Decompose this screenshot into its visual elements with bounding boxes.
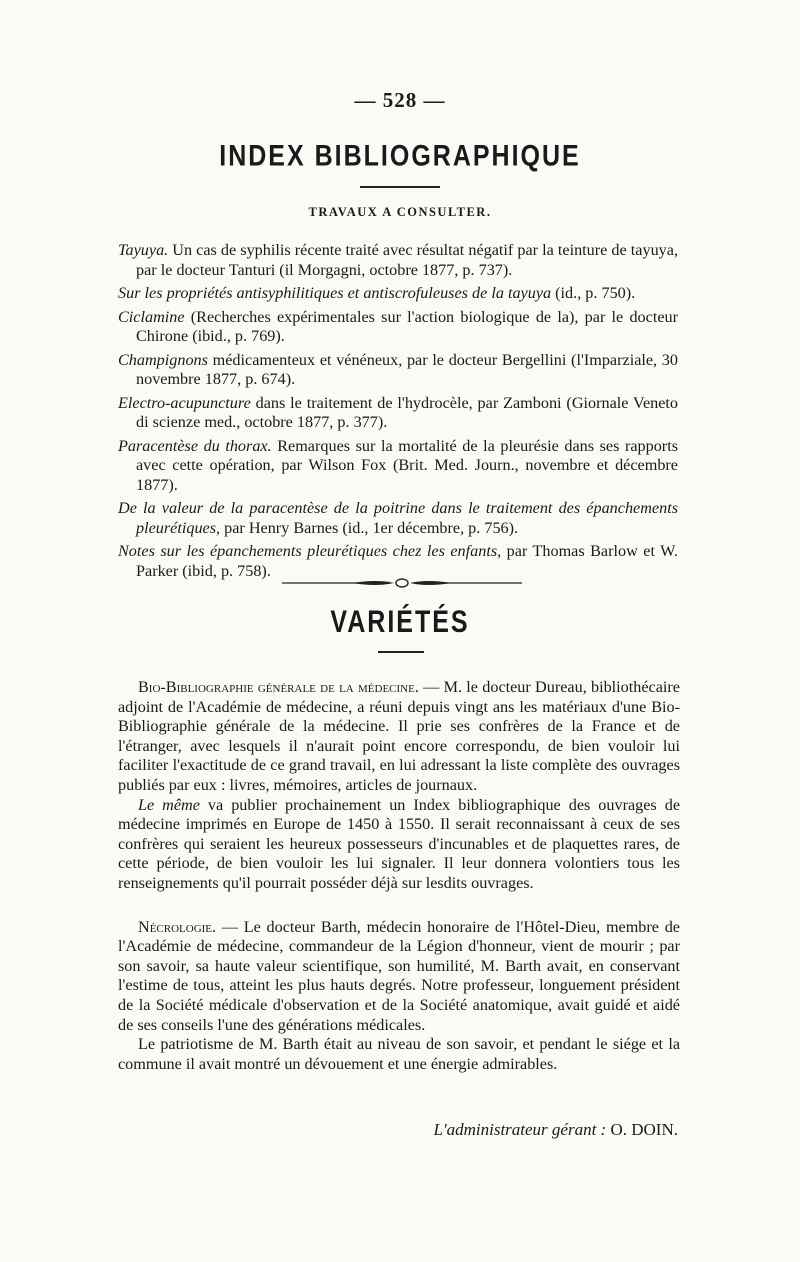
signature-role: L'administrateur gérant :	[433, 1120, 607, 1139]
paragraph: Le patriotisme de M. Barth était au niveau de son savoir, et pendant le siége et la commune il avait montré un dévouement et une énergie admirables.	[118, 1035, 680, 1073]
bib-title: Sur les propriétés antisyphilitiques et antiscrofuleuses de la tayuya	[118, 284, 552, 302]
varietes-heading: VARIÉTÉS	[330, 604, 470, 640]
bib-text: médicamenteux et vénéneux, par le docteur Bergellini (l'Imparziale, 30 novembre 1877, p. 674).	[136, 350, 678, 388]
bib-title: Ciclamine	[118, 307, 185, 326]
heading-rule	[360, 186, 440, 188]
varietes-body	[118, 678, 680, 1074]
bib-title: Electro-acupuncture	[118, 393, 251, 412]
bib-entry	[118, 499, 678, 538]
bib-entry	[118, 394, 678, 433]
travaux-heading: TRAVAUX A CONSULTER.	[308, 205, 492, 219]
paragraph-text: va publier prochainement un Index bibliographique des ouvrages de médecine imprimés en Europe de 1450 à 1550. Il serait reconnaissant à ceux de ses confrères qui seraient les heureux possesseurs d'incunables et de plaquettes rares, de cette période, de bien vouloir les lui signaler. Il leur donnera volontiers tous les renseignements qu'il pourrait posséder déjà sur lesdits ouvrages.	[118, 795, 681, 892]
bib-entry	[118, 437, 678, 496]
paragraph-lead: Le même	[138, 795, 200, 814]
bib-entry	[118, 351, 678, 390]
bib-entry	[118, 241, 678, 280]
bib-text: (id., p. 750).	[551, 284, 636, 302]
signature	[118, 1120, 678, 1140]
bib-text: Un cas de syphilis récente traité avec résultat négatif par la teinture de tayuya, par le docteur Tanturi (il Morgagni, octobre 1877, p. 737).	[136, 241, 678, 279]
bib-title: Champignons	[118, 350, 208, 369]
paragraph-lead: Bio-Bibliographie générale de la médecine.	[138, 678, 419, 696]
ornament-rule	[282, 575, 522, 591]
paragraph-text: — M. le docteur Dureau, bibliothécaire adjoint de l'Académie de médecine, a réuni depuis vingt ans les matériaux d'une Bio-Bibliographie générale de la médecine. Il prie ses confrères de la France et de l'étranger, avec lesquels il n'aurait point encore correspondu, de bien vouloir lui faciliter l'exactitude de ce grand travail, en lui adressant la liste complète des ouvrages publiés par eux : livres, mémoires, articles de journaux.	[118, 678, 680, 794]
paragraph-text: — Le docteur Barth, médecin honoraire de l'Hôtel-Dieu, membre de l'Académie de médecine, commandeur de la Légion d'honneur, vient de mourir ; par son savoir, sa haute valeur scientifique, son humilité, M. Barth avait, en conservant l'estime de tous, atteint les plus hauts degrés. Notre professeur, longuement président de la Société médicale d'observation et de la Société anatomique, avait guidé et aidé de ses conseils l'une des générations médicales.	[118, 917, 680, 1034]
index-heading: INDEX BIBLIOGRAPHIQUE	[219, 139, 581, 173]
bib-title: Paracentèse du thorax.	[118, 436, 272, 455]
bib-text: Remarques sur la mortalité de la pleurésie dans ses rapports avec cette opération, par Wilson Fox (Brit. Med. Journ., novembre et décembre 1877).	[136, 436, 678, 494]
varietes-rule	[378, 651, 424, 653]
bib-text: (Recherches expérimentales sur l'action biologique de la), par le docteur Chirone (ibid., p. 769).	[136, 307, 678, 345]
bib-title: Notes sur les épanchements pleurétiques chez les enfants,	[118, 542, 502, 560]
paragraph	[118, 918, 680, 1036]
bib-title: De la valeur de la paracentèse de la poitrine dans le traitement des épanchements pleurétiques,	[118, 499, 678, 537]
page-number: — 528 —	[354, 88, 446, 112]
bib-text: par Thomas Barlow et W. Parker (ibid, p. 758).	[136, 542, 678, 580]
bib-text: par Henry Barnes (id., 1er décembre, p. 756).	[220, 518, 519, 537]
bibliography-list	[118, 241, 678, 585]
bib-title: Tayuya.	[118, 241, 169, 259]
bib-entry	[118, 308, 678, 347]
paragraph	[118, 678, 680, 796]
bib-text: dans le traitement de l'hydrocèle, par Zamboni (Giornale Veneto di scienze med., octobre 1877, p. 377).	[136, 393, 678, 431]
paragraph	[118, 796, 680, 894]
paragraph-lead: Nécrologie.	[138, 917, 217, 936]
signature-name: O. DOIN.	[606, 1120, 678, 1139]
bib-entry	[118, 284, 678, 304]
